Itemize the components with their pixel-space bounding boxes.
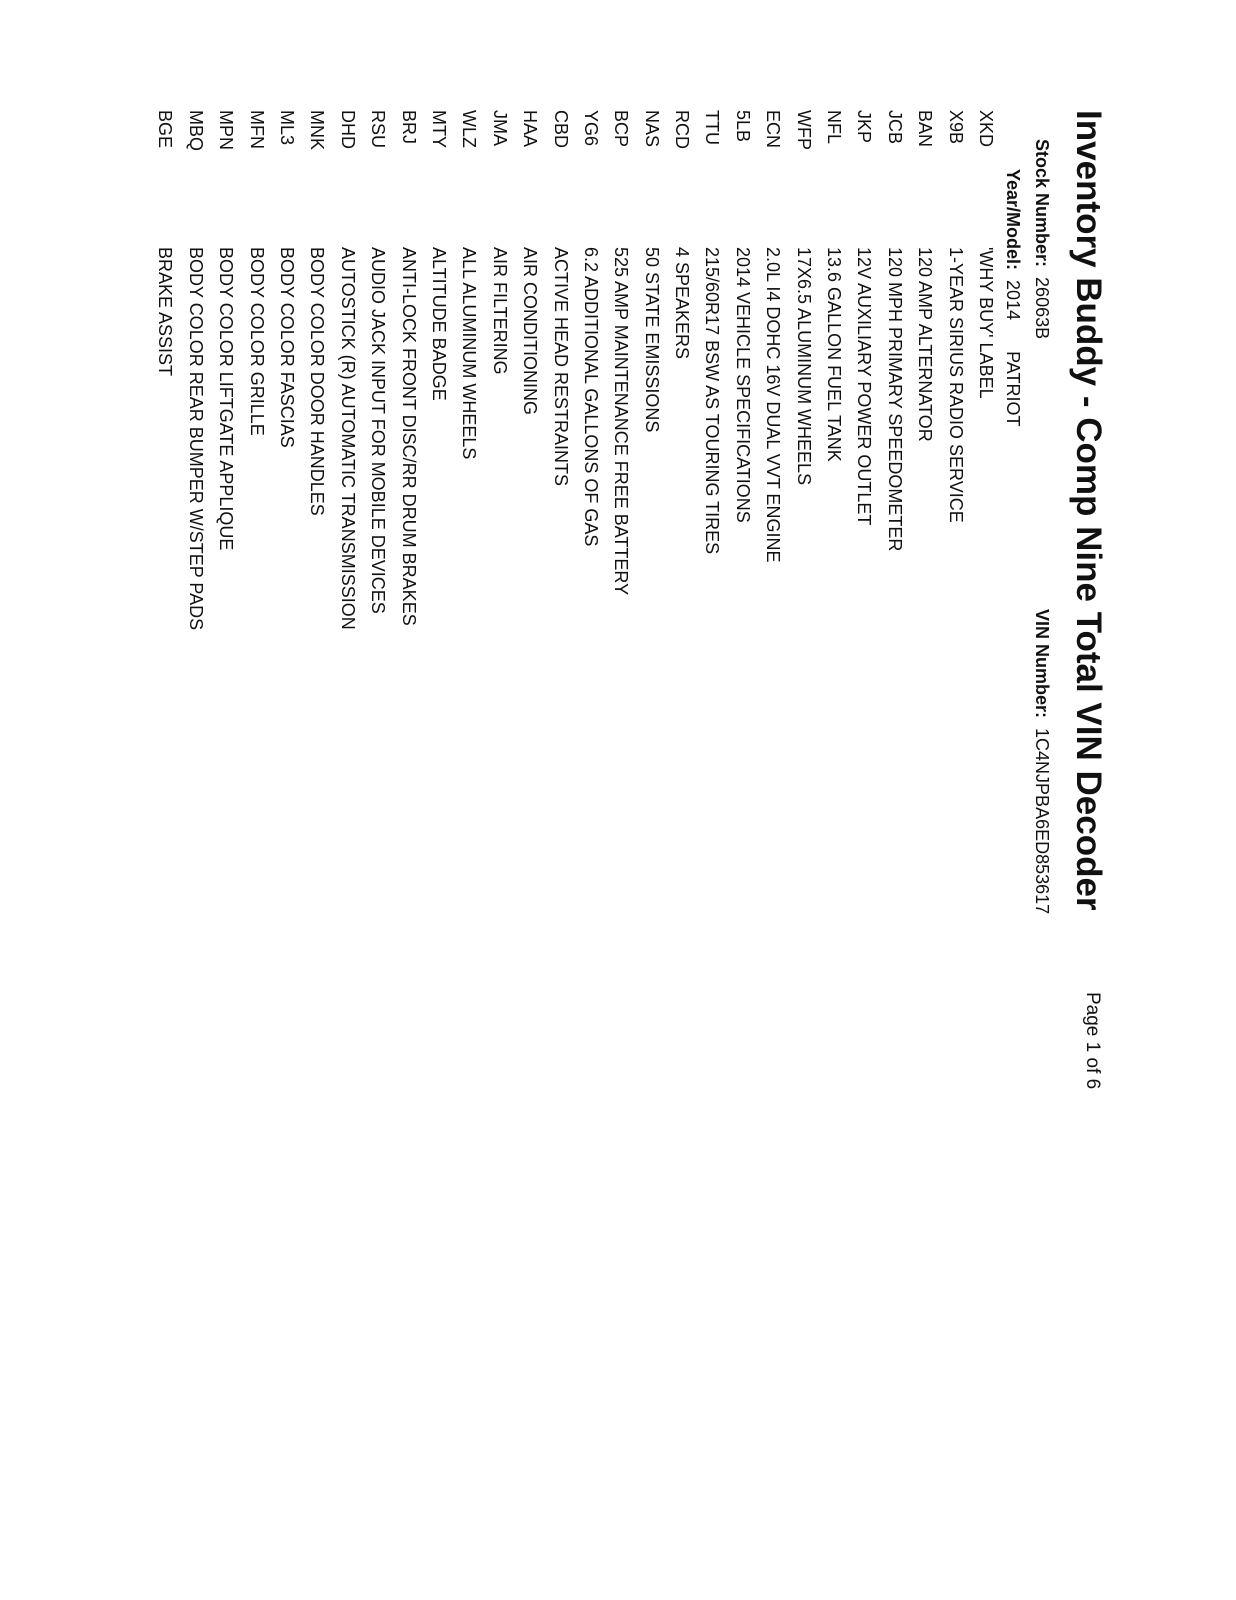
- option-description: ANTI-LOCK FRONT DISC/RR DRUM BRAKES: [398, 247, 419, 626]
- option-code: WLZ: [459, 110, 480, 148]
- option-description: BODY COLOR GRILLE: [246, 247, 267, 436]
- option-description: 'WHY BUY' LABEL: [976, 247, 996, 399]
- option-description: BODY COLOR REAR BUMPER W/STEP PADS: [185, 247, 206, 631]
- option-description: 2.0L I4 DOHC 16V DUAL VVT ENGINE: [763, 247, 784, 563]
- option-description: AUTOSTICK (R) AUTOMATIC TRANSMISSION: [337, 247, 358, 630]
- vin-number: [1031, 609, 1052, 914]
- option-code: BRJ: [398, 110, 419, 145]
- option-description: BODY COLOR DOOR HANDLES: [307, 247, 328, 516]
- option-description: 4 SPEAKERS: [672, 247, 693, 360]
- page-number: Page 1 of 6: [1082, 992, 1103, 1090]
- option-code: JKP: [854, 110, 875, 144]
- option-description: ALTITUDE BADGE: [428, 247, 449, 401]
- vin-number-label: VIN Number:: [1032, 609, 1052, 719]
- option-code: BAN: [915, 110, 936, 148]
- year-value: 2014: [1003, 280, 1023, 321]
- option-description: AUDIO JACK INPUT FOR MOBILE DEVICES: [368, 247, 389, 614]
- option-code: JMA: [489, 110, 510, 146]
- option-description: 50 STATE EMISSIONS: [641, 247, 662, 433]
- option-code: MFN: [246, 110, 267, 149]
- option-description: AIR CONDITIONING: [520, 247, 541, 416]
- option-code: YG6: [580, 110, 601, 147]
- option-code: NAS: [641, 110, 662, 148]
- option-code: BGE: [155, 110, 176, 149]
- option-code: JCB: [884, 110, 905, 145]
- option-code: RSU: [368, 110, 389, 149]
- stock-number: [1031, 139, 1052, 339]
- option-description: 215/60R17 BSW AS TOURING TIRES: [702, 247, 723, 555]
- year-model: [1002, 169, 1023, 426]
- option-code: ML3: [277, 110, 298, 146]
- option-description: 13.6 GALLON FUEL TANK: [824, 247, 845, 462]
- option-code: ECN: [763, 110, 784, 149]
- option-description: BRAKE ASSIST: [155, 247, 176, 377]
- year-model-label: Year/Model:: [1003, 169, 1023, 271]
- option-code: CBD: [550, 110, 571, 149]
- option-code: MPN: [216, 110, 237, 150]
- option-description: 17X6.5 ALUMINUM WHEELS: [793, 247, 814, 486]
- page-title: Inventory Buddy - Comp Nine Total VIN Decoder: [1069, 110, 1108, 911]
- option-code: MTY: [428, 110, 449, 148]
- option-description: 12V AUXILIARY POWER OUTLET: [854, 247, 875, 526]
- option-description: 120 AMP ALTERNATOR: [915, 247, 936, 442]
- option-description: ACTIVE HEAD RESTRAINTS: [550, 247, 571, 487]
- model-value: PATRIOT: [1003, 351, 1023, 427]
- option-description: 6.2 ADDITIONAL GALLONS OF GAS: [580, 247, 601, 547]
- option-description: BODY COLOR FASCIAS: [277, 247, 298, 448]
- option-code: MBQ: [185, 110, 206, 152]
- option-code: 5LB: [732, 110, 753, 143]
- option-code: XKD: [976, 110, 996, 148]
- option-description: 525 AMP MAINTENANCE FREE BATTERY: [611, 247, 632, 596]
- document-page: [108, 110, 1108, 1130]
- option-code: MNK: [307, 110, 328, 150]
- vin-number-value: 1C4NJPBA6ED853617: [1032, 728, 1052, 915]
- option-code: WFP: [793, 110, 814, 150]
- option-code: HAA: [520, 110, 541, 148]
- option-description: 2014 VEHICLE SPECIFICATIONS: [732, 247, 753, 523]
- option-code: RCD: [672, 110, 693, 149]
- option-code: TTU: [702, 110, 723, 145]
- option-description: 1-YEAR SIRIUS RADIO SERVICE: [945, 247, 966, 523]
- option-code: BCP: [611, 110, 632, 148]
- option-code: DHD: [337, 110, 358, 149]
- option-description: 120 MPH PRIMARY SPEEDOMETER: [884, 247, 905, 552]
- option-code: X9B: [945, 110, 966, 145]
- option-description: AIR FILTERING: [489, 247, 510, 375]
- stock-number-value: 26063B: [1032, 277, 1052, 340]
- stock-number-label: Stock Number:: [1032, 139, 1052, 268]
- option-description: ALL ALUMINUM WHEELS: [459, 247, 480, 460]
- option-description: BODY COLOR LIFTGATE APPLIQUE: [216, 247, 237, 551]
- option-code: NFL: [824, 110, 845, 145]
